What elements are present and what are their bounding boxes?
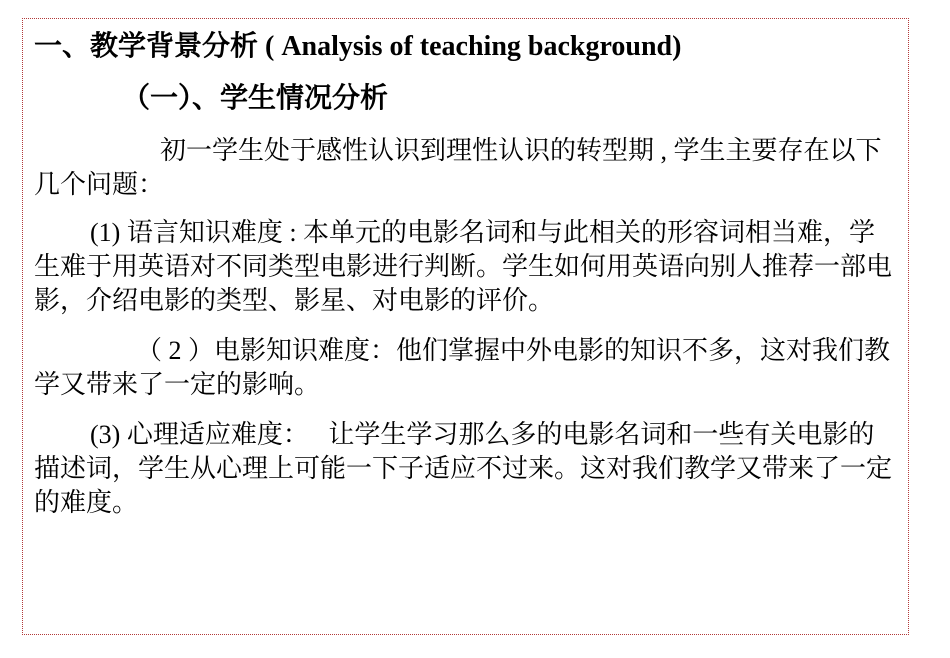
difficulty-language-paragraph: (1) 语言知识难度 : 本单元的电影名词和与此相关的形容词相当难，学生难于用英语对不同类型电影进行判断。学生如何用英语向别人推荐一部电影，介绍电影的类型、影星、对电影的评价。 [34, 218, 893, 315]
text-body [34, 28, 894, 520]
difficulty-psychological-paragraph: (3) 心理适应难度： 让学生学习那么多的电影名词和一些有关电影的描述词，学生从心理上可能一下子适应不过来。这对我们教学又带来了一定的难度。 [34, 420, 893, 517]
difficulty-film-knowledge-paragraph: （ 2 ）电影知识难度：他们掌握中外电影的知识不多，这对我们教学又带来了一定的影响。 [34, 336, 891, 399]
intro-paragraph: 初一学生处于感性认识到理性认识的转型期 , 学生主要存在以下几个问题： [34, 136, 882, 199]
section-heading: 一、教学背景分析 ( Analysis of teaching background) [34, 31, 682, 62]
section-subheading: （一）、学生情况分析 [122, 83, 389, 114]
